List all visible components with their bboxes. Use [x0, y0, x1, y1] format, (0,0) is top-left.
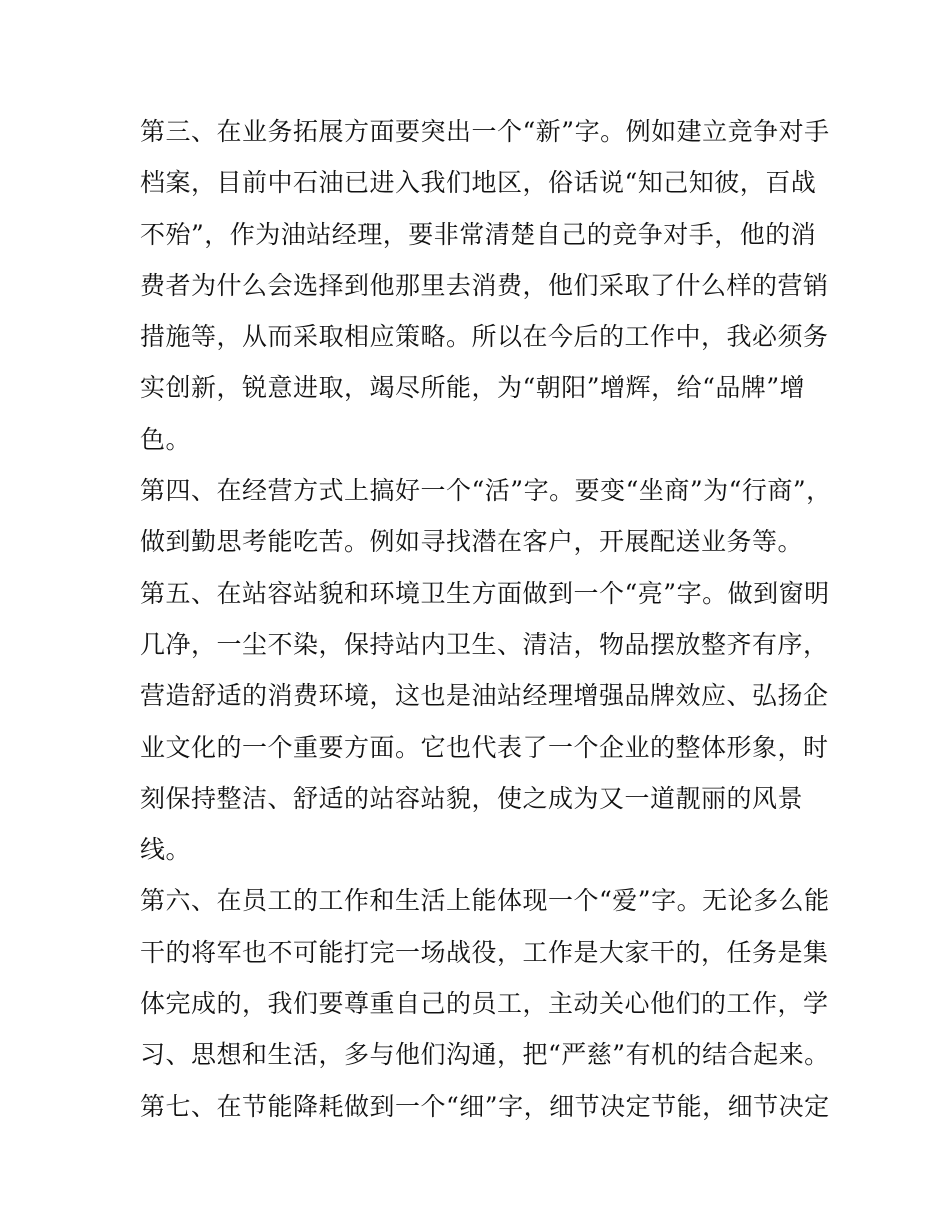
text-line: 第三、在业务拓展方面要突出一个“新”字。例如建立竞争对手: [140, 117, 830, 146]
text-line: 线。: [140, 835, 192, 865]
text-line: 做到勤思考能吃苦。例如寻找潜在客户，开展配送业务等。: [140, 527, 804, 557]
text-line: 第六、在员工的工作和生活上能体现一个“爱”字。无论多么能: [140, 886, 830, 916]
text-line: 干的将军也不可能打完一场战役，工作是大家干的，任务是集: [140, 937, 829, 967]
text-line: 实创新，锐意进取，竭尽所能，为“朝阳”增辉，给“品牌”增: [140, 373, 806, 403]
text-line: 不殆”，作为油站经理，要非常清楚自己的竞争对手，他的消: [140, 219, 817, 249]
text-line: 刻保持整洁、舒适的站容站貌，使之成为又一道靓丽的风景: [140, 783, 804, 813]
text-line: 措施等，从而采取相应策略。所以在今后的工作中，我必须务: [140, 322, 829, 352]
text-line: 色。: [140, 424, 192, 454]
text-line: 第七、在节能降耗做到一个“细”字，细节决定节能，细节决定: [140, 1091, 830, 1121]
text-line: 费者为什么会选择到他那里去消费，他们采取了什么样的营销: [140, 270, 829, 300]
body-text: [140, 106, 832, 1132]
text-line: 几净，一尘不染，保持站内卫生、清洁，物品摆放整齐有序，: [140, 629, 829, 659]
text-line: 体完成的，我们要尊重自己的员工，主动关心他们的工作，学: [140, 989, 829, 1019]
text-line: 第五、在站容站貌和环境卫生方面做到一个“亮”字。做到窗明: [140, 578, 830, 608]
text-line: 习、思想和生活，多与他们沟通，把“严慈”有机的结合起来。: [140, 1040, 830, 1070]
text-line: 营造舒适的消费环境，这也是油站经理增强品牌效应、弘扬企: [140, 681, 829, 711]
text-line: 档案，目前中石油已进入我们地区，俗话说“知己知彼，百战: [140, 168, 817, 198]
text-line: 第四、在经营方式上搞好一个“活”字。要变“坐商”为“行商”，: [140, 476, 832, 506]
text-line: 业文化的一个重要方面。它也代表了一个企业的整体形象，时: [140, 732, 829, 762]
